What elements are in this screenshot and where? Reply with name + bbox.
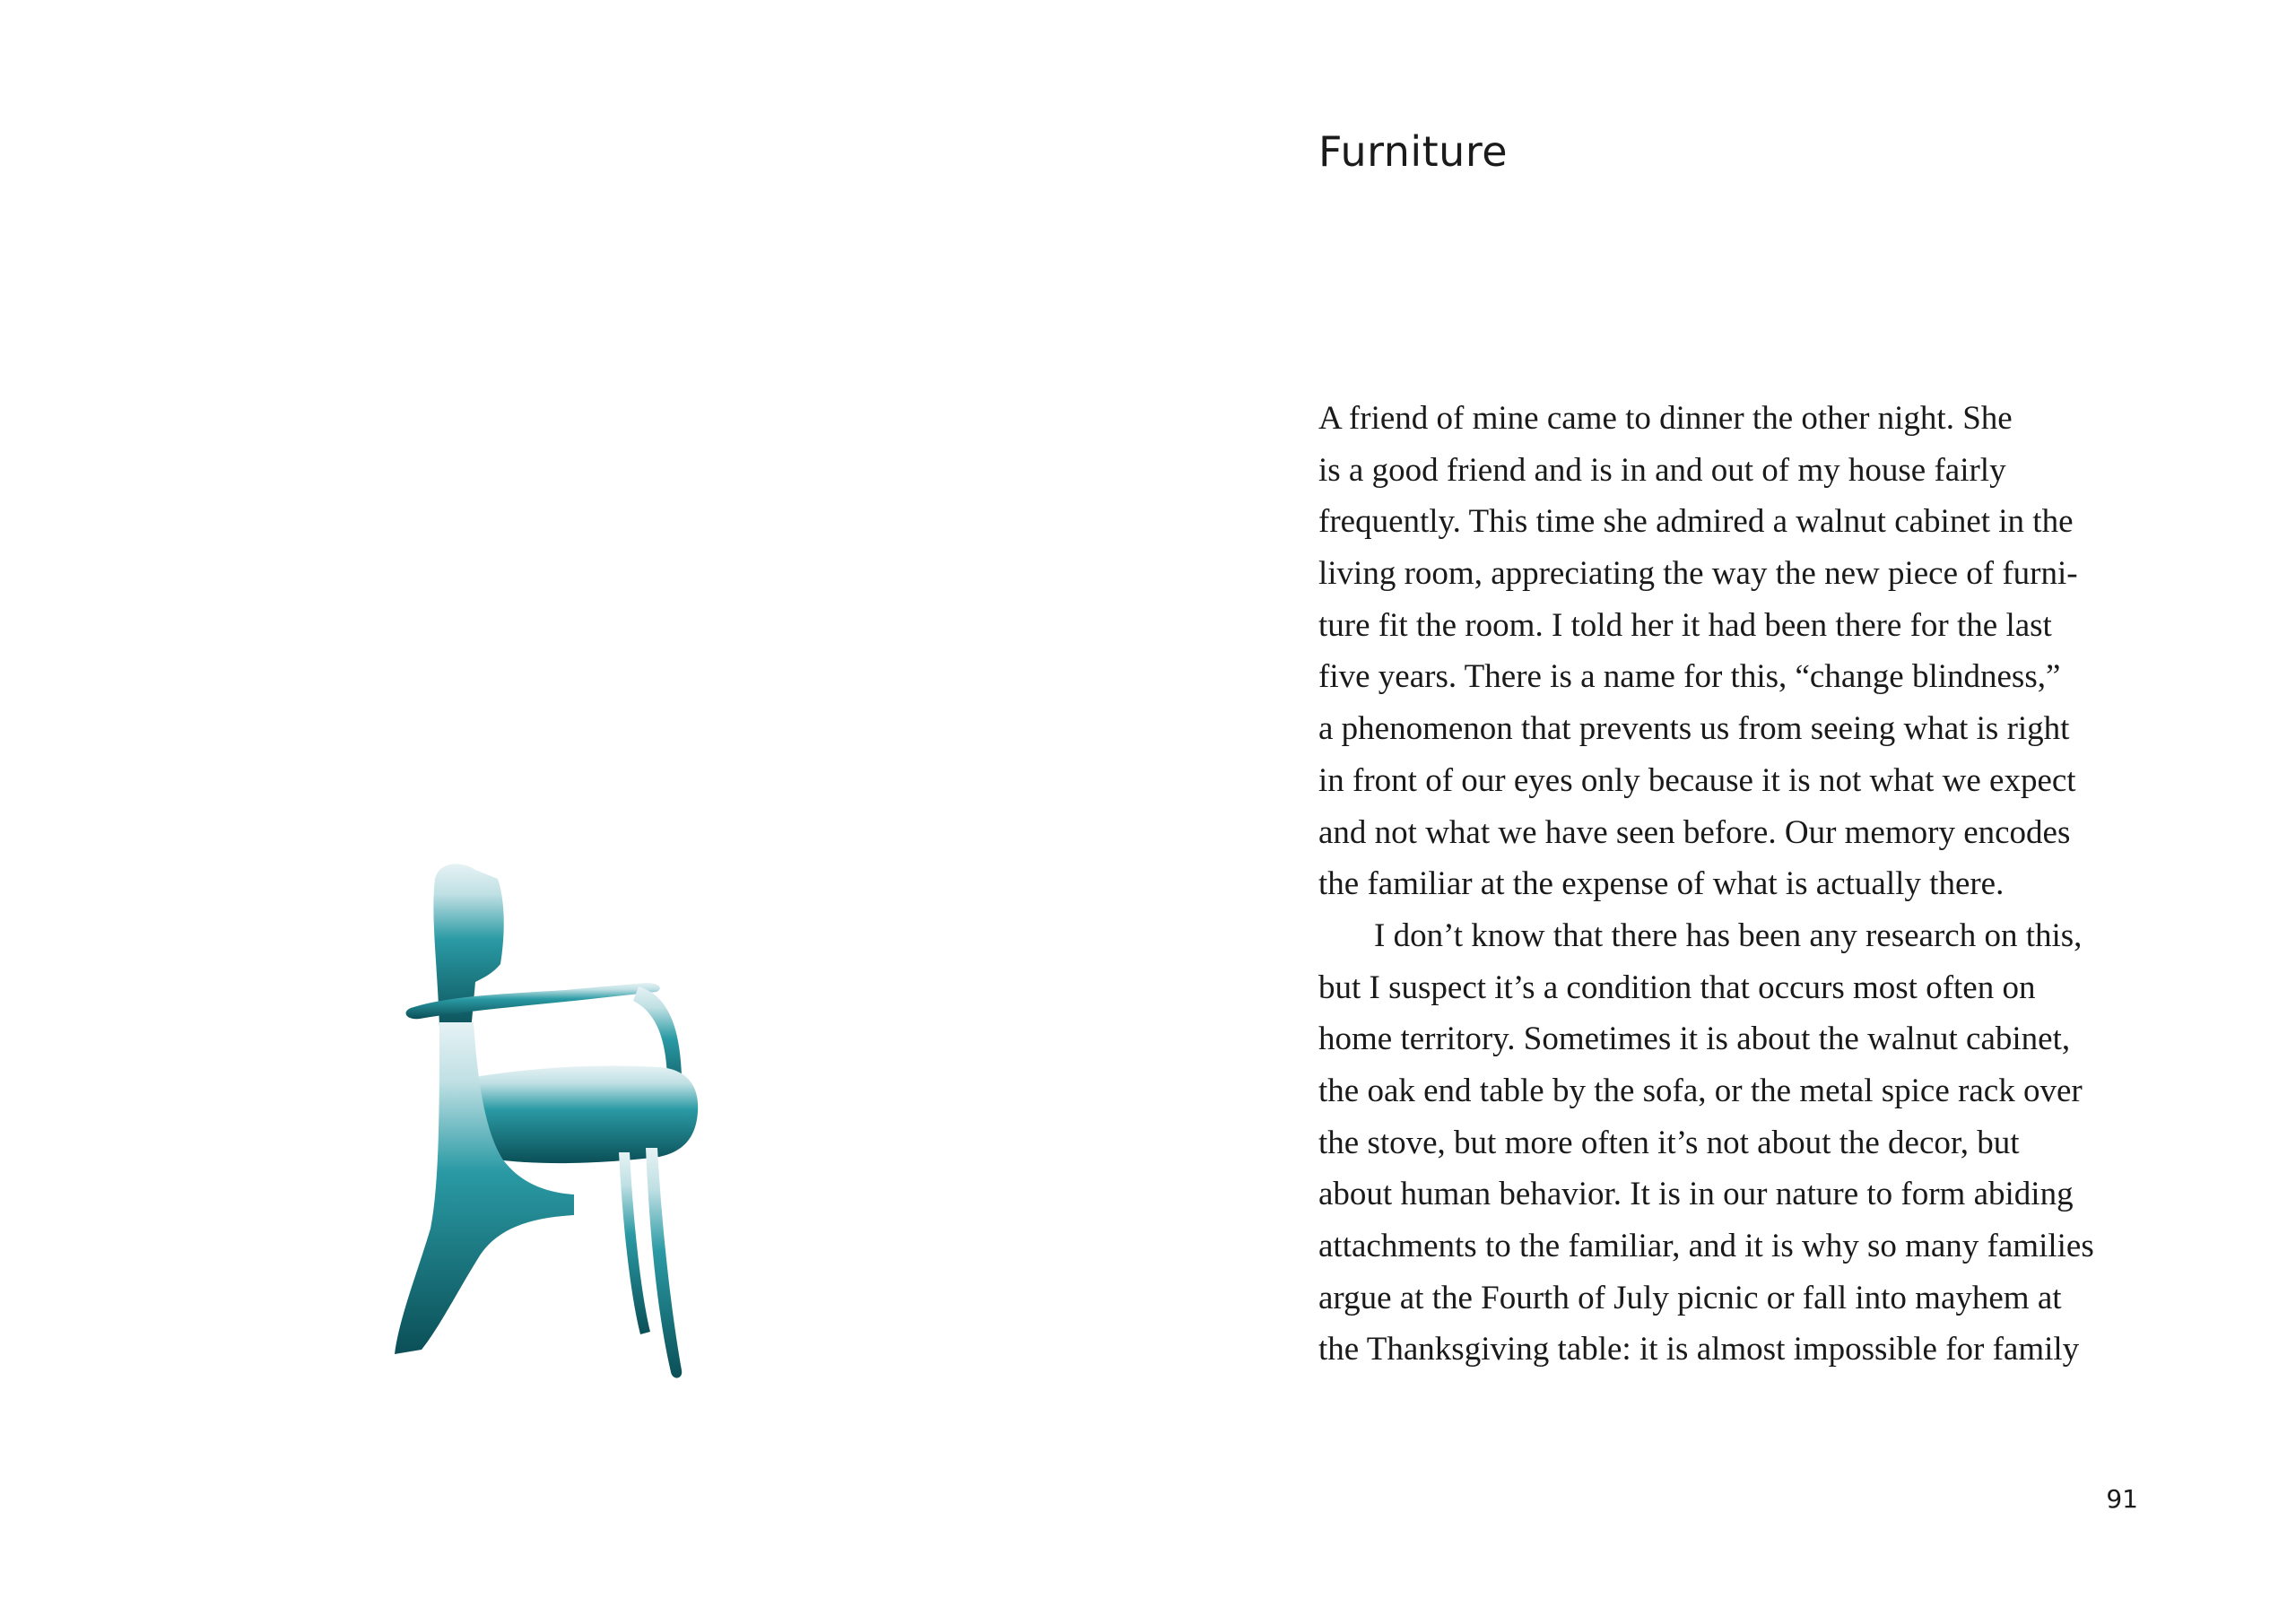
right-page [1148,0,2296,1607]
text-line: attachments to the familiar, and it is why so many families [1318,1228,2094,1264]
text-line: the stove, but more often it’s not about the decor, but [1318,1124,2020,1161]
text-line: home territory. Sometimes it is about the walnut cabinet, [1318,1021,2071,1058]
text-line: five years. There is a name for this, “change blindness,” [1318,658,2061,696]
page-number: 91 [2106,1484,2138,1514]
text-line: frequently. This time she admired a walnut cabinet in the [1318,503,2074,541]
text-line: a phenomenon that prevents us from seeing what is right [1318,710,2070,748]
armchair-silhouette-icon [305,807,807,1381]
text-line: but I suspect it’s a condition that occurs most often on [1318,969,2036,1006]
text-line: argue at the Fourth of July picnic or fall into mayhem at [1318,1279,2062,1316]
text-line: ture fit the room. I told her it had been there for the last [1318,606,2052,644]
text-line-paragraph-start: I don’t know that there has been any research on this, [1374,916,2083,954]
text-line: in front of our eyes only because it is not what we expect [1318,761,2076,799]
text-line: the Thanksgiving table: it is almost impossible for family [1318,1331,2080,1368]
chapter-title: Furniture [1318,127,1509,176]
text-line: and not what we have seen before. Our memory encodes [1318,813,2071,851]
text-line: about human behavior. It is in our nature to form abiding [1318,1176,2074,1213]
text-line: the oak end table by the sofa, or the metal spice rack over [1318,1072,2083,1109]
body-text [1318,393,2179,1376]
text-line: is a good friend and is in and out of my house fairly [1318,451,2006,489]
text-line: the familiar at the expense of what is actually there. [1318,865,2005,903]
text-line: A friend of mine came to dinner the other night. She [1318,400,2013,437]
text-line: living room, appreciating the way the new piece of furni- [1318,555,2078,593]
